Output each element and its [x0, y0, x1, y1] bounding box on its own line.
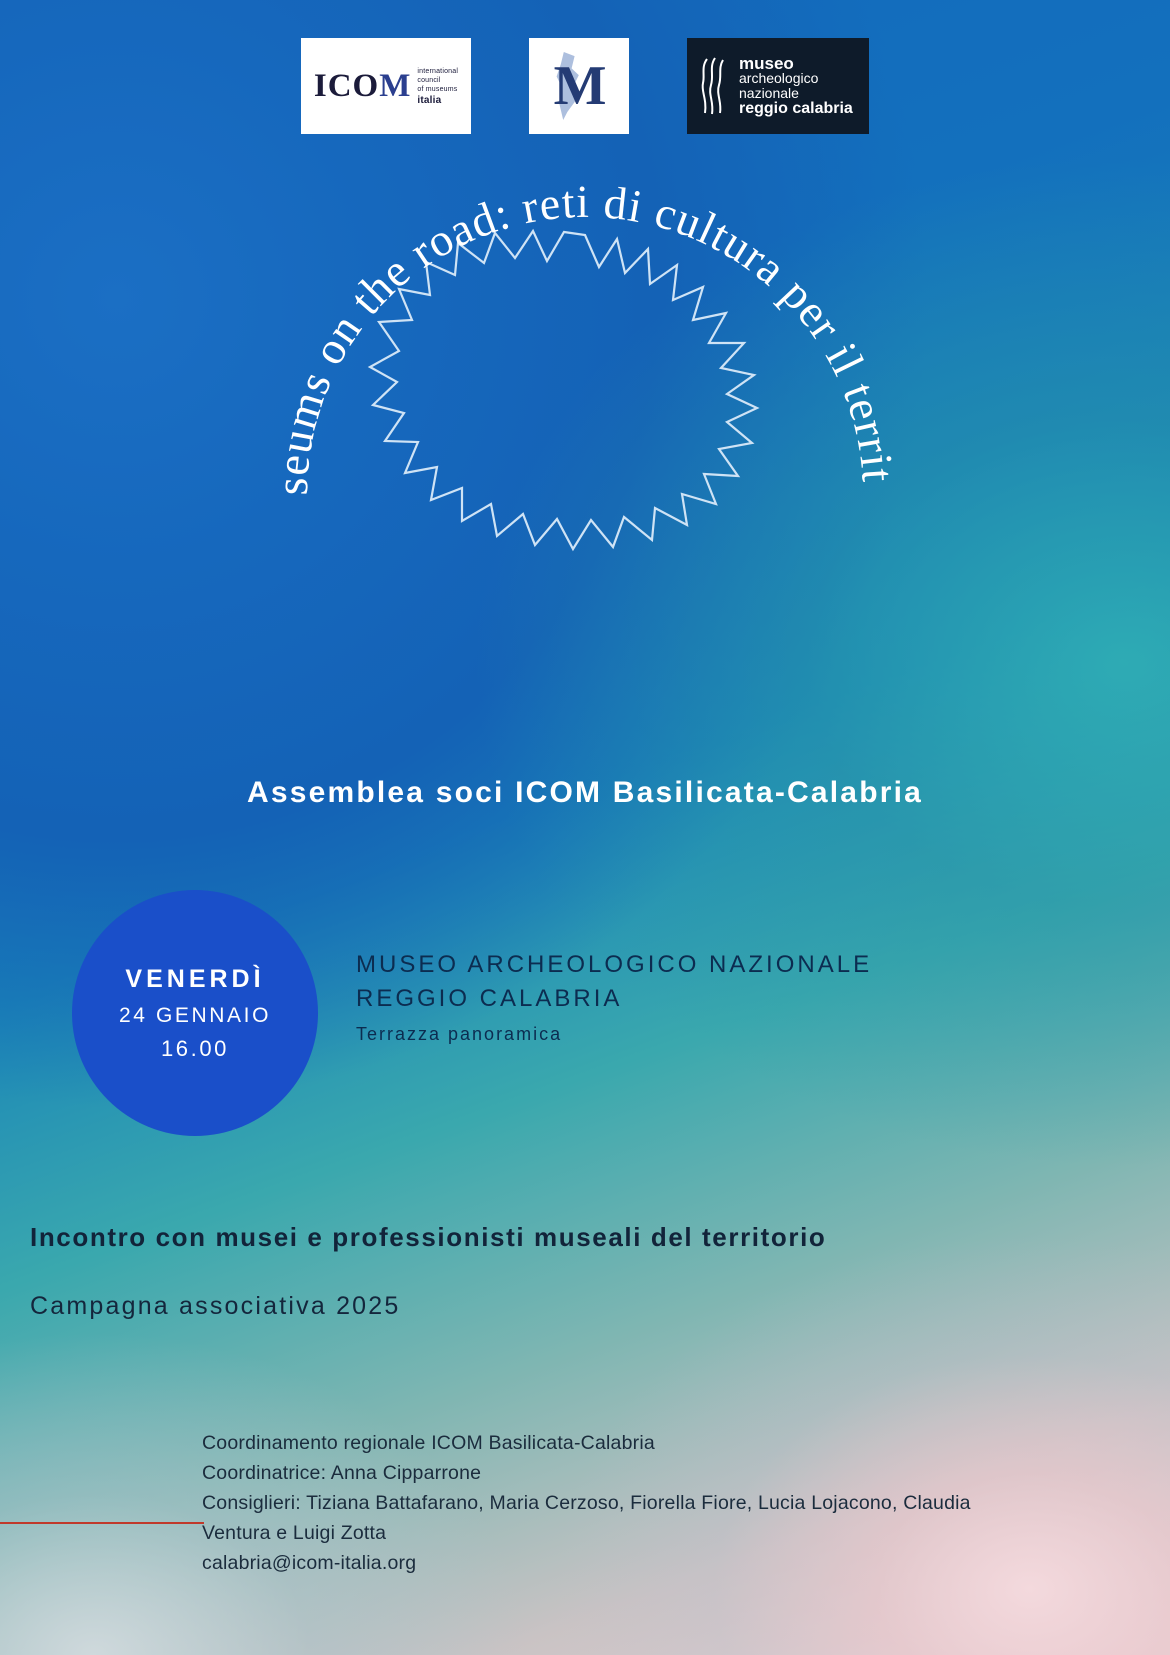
- icom-subtitle: [417, 67, 458, 105]
- date-circle: [72, 890, 318, 1136]
- icom-subtitle-line3: of museums: [417, 86, 458, 93]
- m-letter: M: [553, 55, 605, 117]
- museo-archeologico-logo: [687, 38, 869, 134]
- circular-title-text: [244, 154, 904, 496]
- icom-subtitle-line2: council: [417, 77, 441, 84]
- date-date: 24 GENNAIO: [118, 1003, 272, 1027]
- venue-line2: REGGIO CALABRIA: [356, 985, 623, 1012]
- assembly-title: Assemblea soci ICOM Basilicata-Calabria: [246, 776, 924, 809]
- footer-line2: Coordinatrice: Anna Cipparrone: [202, 1462, 482, 1484]
- logo-row: [0, 38, 1170, 134]
- bronzi-glyph-icon: [697, 55, 731, 117]
- venue-info: [356, 948, 872, 1045]
- footer-email[interactable]: calabria@icom-italia.org: [202, 1552, 417, 1574]
- venue-line1: MUSEO ARCHEOLOGICO NAZIONALE: [356, 951, 873, 978]
- icom-wordmark-m: M: [379, 67, 412, 104]
- event-headline: Incontro con musei e professionisti museali del territorio: [30, 1222, 827, 1252]
- icom-wordmark-text: ICO: [313, 67, 380, 104]
- museo-line2: archeologico: [739, 70, 819, 86]
- museo-line1: museo: [739, 54, 794, 73]
- date-day: VENERDÌ: [125, 964, 265, 993]
- sunburst-ring-icon: [370, 231, 757, 549]
- museo-line3: nazionale: [739, 85, 799, 101]
- date-time: 16.00: [160, 1035, 230, 1061]
- icom-wordmark: [314, 68, 412, 105]
- venue-line3: Terrazza panoramica: [356, 1024, 563, 1044]
- footer-line3: Consiglieri: Tiziana Battafarano, Maria Cerzoso, Fiorella Fiore, Lucia Lojacono, Claudia: [202, 1492, 971, 1514]
- circular-title-tspan: Museums on the road: reti di cultura per il territorio: [244, 154, 904, 496]
- museo-line4: reggio calabria: [739, 100, 853, 117]
- footer-contacts: [202, 1428, 1102, 1578]
- footer-line4: Ventura e Luigi Zotta: [202, 1522, 387, 1544]
- red-divider: [0, 1522, 204, 1524]
- region-m-logo: [529, 38, 629, 134]
- icom-subtitle-country: italia: [417, 95, 442, 106]
- icom-italia-logo: [301, 38, 471, 134]
- footer-line1: Coordinamento regionale ICOM Basilicata-Calabria: [202, 1432, 655, 1454]
- circular-title-svg: [244, 154, 905, 755]
- icom-subtitle-line1: international: [417, 68, 459, 75]
- date-venue-block: [72, 890, 1092, 1140]
- circular-title-graphic: [244, 154, 905, 755]
- event-subline: Campagna associativa 2025: [30, 1292, 401, 1320]
- museo-logo-text: [739, 56, 853, 116]
